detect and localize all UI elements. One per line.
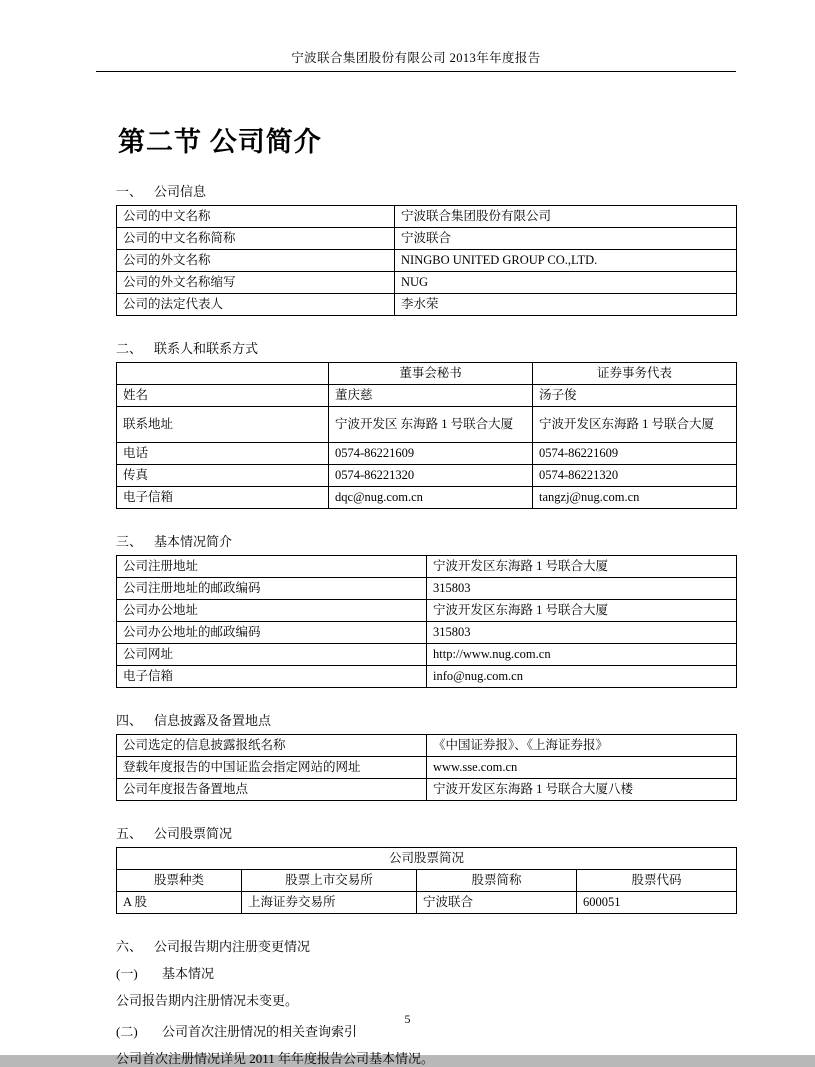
table-row [117,600,737,622]
section-5-label: 公司股票简况 [154,826,233,841]
column-header-stock-name: 股票简称 [417,870,577,892]
cell-value: 宁波开发区 东海路 1 号联合大厦 [329,407,533,443]
table-row [117,644,737,666]
cell-value: 李水荣 [395,294,737,316]
table-header-row [117,363,737,385]
section-4-heading [116,710,736,729]
cell-label: 公司网址 [117,644,427,666]
table-row [117,443,737,465]
company-info-table [116,205,737,316]
sub1-number: (一) [116,966,138,981]
contacts-table [116,362,737,509]
section-5-number: 五、 [116,826,143,841]
cell-label: 公司的法定代表人 [117,294,395,316]
column-header-exchange: 股票上市交易所 [242,870,417,892]
cell-value: 宁波开发区东海路 1 号联合大厦 [427,556,737,578]
cell-value: 宁波联合 [395,228,737,250]
table-row [117,294,737,316]
cell-value: 宁波开发区东海路 1 号联合大厦八楼 [427,779,737,801]
sub2-label: 公司首次注册情况的相关查询索引 [162,1024,358,1039]
cell-value: 宁波开发区东海路 1 号联合大厦 [427,600,737,622]
table-header-row [117,870,737,892]
section-2-number: 二、 [116,341,143,356]
cell-stock-code: 600051 [577,892,737,914]
section-6-number: 六、 [116,939,143,954]
page-title: 第二节 公司简介 [118,127,322,157]
sub1-label: 基本情况 [162,966,215,981]
basic-info-table [116,555,737,688]
table-row [117,578,737,600]
cell-label: 公司注册地址的邮政编码 [117,578,427,600]
cell-value: 0574-86221320 [533,465,737,487]
section-1-number: 一、 [116,184,143,199]
cell-value: dqc@nug.com.cn [329,487,533,509]
table-row [117,487,737,509]
table-row [117,407,737,443]
cell-value: http://www.nug.com.cn [427,644,737,666]
table-row [117,385,737,407]
cell-value: info@nug.com.cn [427,666,737,688]
table-row [117,206,737,228]
cell-value: 董庆慈 [329,385,533,407]
column-header-stock-type: 股票种类 [117,870,242,892]
cell-label: 公司办公地址 [117,600,427,622]
cell-stock-name: 宁波联合 [417,892,577,914]
cell-label: 公司选定的信息披露报纸名称 [117,735,427,757]
cell-value: 汤子俊 [533,385,737,407]
cell-label: 公司的中文名称简称 [117,228,395,250]
cell-exchange: 上海证券交易所 [242,892,417,914]
cell-value: 315803 [427,578,737,600]
cell-stock-type: A 股 [117,892,242,914]
section-6-sub1-body: 公司报告期内注册情况未变更。 [116,993,299,1008]
cell-value: www.sse.com.cn [427,757,737,779]
cell-label: 登载年度报告的中国证监会指定网站的网址 [117,757,427,779]
table-row [117,757,737,779]
cell-label: 公司注册地址 [117,556,427,578]
cell-value: NINGBO UNITED GROUP CO.,LTD. [395,250,737,272]
section-1-heading [116,181,736,200]
section-2-label: 联系人和联系方式 [154,341,259,356]
table-row [117,556,737,578]
cell-value: 0574-86221609 [533,443,737,465]
page-content [96,0,736,1067]
cell-value: 《中国证券报》、《上海证券报》 [427,735,737,757]
table-row [117,622,737,644]
cell-label: 公司的外文名称缩写 [117,272,395,294]
section-3-number: 三、 [116,534,143,549]
table-row [117,228,737,250]
stock-table [116,847,737,914]
cell-label: 公司的外文名称 [117,250,395,272]
cell-label: 联系地址 [117,407,329,443]
section-1-label: 公司信息 [154,184,207,199]
cell-value: 315803 [427,622,737,644]
page-number: 5 [404,1012,411,1026]
table-row [117,465,737,487]
section-6-sub2-body: 公司首次注册情况详见 2011 年年度报告公司基本情况。 [116,1051,435,1066]
cell-value: 0574-86221609 [329,443,533,465]
cell-value: 宁波联合集团股份有限公司 [395,206,737,228]
cell-value: tangzj@nug.com.cn [533,487,737,509]
cell-value: 宁波开发区东海路 1 号联合大厦 [533,407,737,443]
section-4-label: 信息披露及备置地点 [154,713,272,728]
disclosure-table [116,734,737,801]
cell-value: NUG [395,272,737,294]
table-row [117,779,737,801]
column-header-representative: 证券事务代表 [533,363,737,385]
table-caption-row [117,848,737,870]
column-header-stock-code: 股票代码 [577,870,737,892]
section-6-heading [116,936,736,955]
sub2-number: (二) [116,1024,138,1039]
table-row [117,666,737,688]
table-row [117,735,737,757]
section-2-heading [116,338,736,357]
section-3-label: 基本情况简介 [154,534,233,549]
section-6-label: 公司报告期内注册变更情况 [154,939,311,954]
cell-value: 0574-86221320 [329,465,533,487]
table-row [117,272,737,294]
table-row [117,892,737,914]
cell-label: 公司的中文名称 [117,206,395,228]
cell-label: 公司年度报告备置地点 [117,779,427,801]
cell-label: 姓名 [117,385,329,407]
cell-label: 公司办公地址的邮政编码 [117,622,427,644]
table-row [117,250,737,272]
section-4-number: 四、 [116,713,143,728]
column-header-secretary: 董事会秘书 [329,363,533,385]
page-header: 宁波联合集团股份有限公司 2013年年度报告 [96,48,736,72]
section-6-sub1-heading [116,963,736,982]
cell-label: 电子信箱 [117,666,427,688]
section-3-heading [116,531,736,550]
stock-table-caption: 公司股票简况 [117,848,737,870]
cell-label: 电话 [117,443,329,465]
cell-label: 传真 [117,465,329,487]
cell-label: 电子信箱 [117,487,329,509]
cell-blank [117,363,329,385]
section-5-heading [116,823,736,842]
